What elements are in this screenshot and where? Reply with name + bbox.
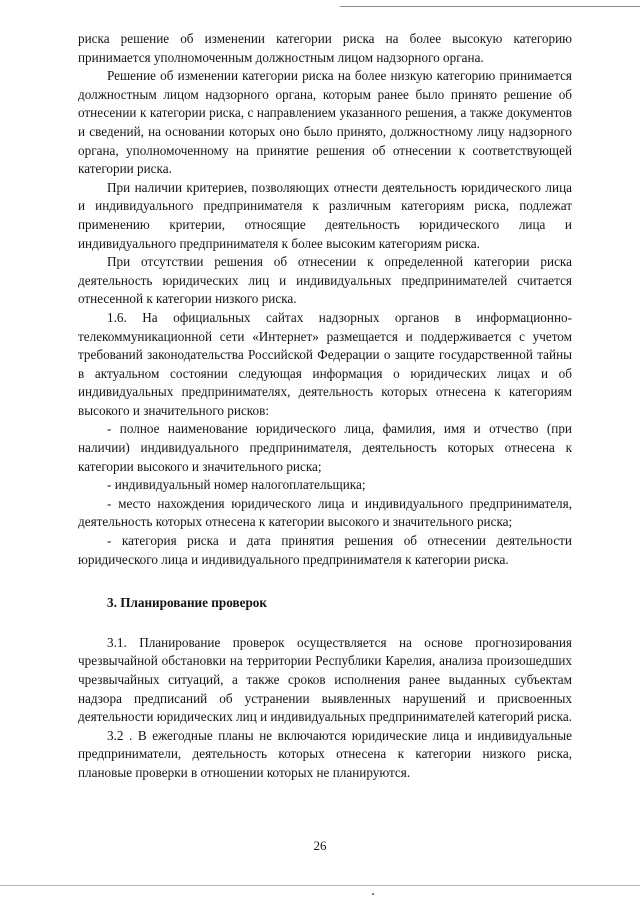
list-item-tax-number: - индивидуальный номер налогоплательщика; (107, 477, 366, 493)
scan-top-rule (340, 6, 640, 7)
document-page (78, 30, 572, 783)
paragraph-no-decision: При отсутствии решения об отнесении к определенной категории риска деятельность юридических лиц и индивидуальных предпринимателей считается отнесенной к категории низкого риска. (78, 254, 572, 307)
scan-speck (372, 893, 374, 895)
list-item-location: - место нахождения юридического лица и индивидуального предпринимателя, деятельность которых отнесена к категории высокого и значительного риска; (78, 495, 572, 530)
paragraph-lower-category-decision: Решение об изменении категории риска на более низкую категорию принимается должностным лицом надзорного органа, которым ранее было принято решение об отнесении к категории риска, с направлением указанного решения, а также документов и сведений, на основании которых оно было принято, должностному лицу надзорного органа, уполномоченному на принятие решения об отнесении к соответствующей категории риска. (78, 68, 572, 177)
list-item-risk-category-date: - категория риска и дата принятия решения об отнесении деятельности юридического лица и индивидуального предпринимателя к категории риска. (78, 533, 572, 567)
paragraph-continuation: риска решение об изменении категории риска на более высокую категорию принимается уполномоченным должностным лицом надзорного органа. (78, 31, 572, 65)
section-heading-planning: 3. Планирование проверок (107, 595, 267, 611)
list-item-full-name: - полное наименование юридического лица, фамилия, имя и отчество (при наличии) индивидуального предпринимателя, деятельность которых отнесена к категории высокого и значительного риска; (78, 421, 572, 474)
page-number: 26 (313, 838, 327, 853)
paragraph-multiple-criteria: При наличии критериев, позволяющих отнести деятельность юридического лица и индивидуального предпринимателя к различным категориям риска, подлежат применению критерии, относящие деятельность юридического лица и индивидуального предпринимателя к более высоким категориям риска. (78, 179, 572, 251)
scan-bottom-rule (0, 885, 640, 886)
paragraph-3-2-annual-plans: 3.2 . В ежегодные планы не включаются юридические лица и индивидуальные предприниматели, деятельность которых отнесена к категории низкого риска, плановые проверки в отношении которых не планируются. (78, 727, 572, 780)
paragraph-3-1-planning: 3.1. Планирование проверок осуществляется на основе прогнозирования чрезвычайной обстановки на территории Республики Карелия, анализа произошедших чрезвычайных ситуаций, а также сроков исполнения ранее выданных субъектам надзора предписаний об устранении выявленных нарушений и присвоенных деятельности юридических лиц и индивидуальных предпринимателей категорий риска. (78, 634, 573, 725)
paragraph-1-6-publication: 1.6. На официальных сайтах надзорных органов в информационно-телекоммуникационной сети «Интернет» размещается и поддерживается с учетом требований законодательства Российской Федерации о защите государственной тайны в актуальном состоянии следующая информация о юридических лицах и об индивидуальных предпринимателях, деятельность которых отнесена к категориям высокого и значительного рисков: (78, 309, 572, 418)
